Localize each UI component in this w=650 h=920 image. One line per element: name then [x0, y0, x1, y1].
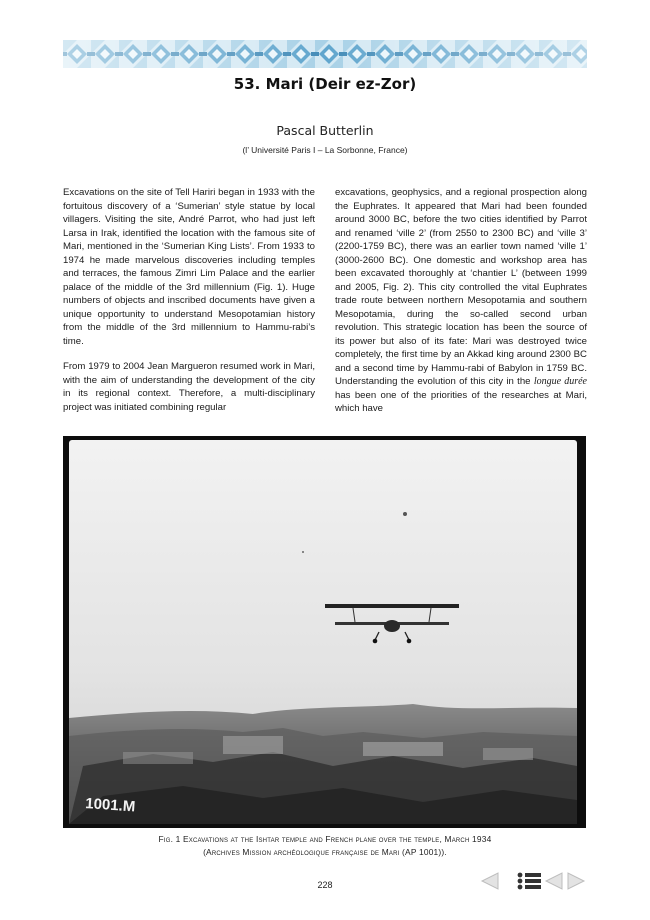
author-affiliation: (l’ Université Paris I – La Sorbonne, France) [242, 145, 408, 155]
body-column-left [63, 186, 315, 426]
figure-caption [0, 833, 650, 858]
next-page-icon[interactable] [568, 873, 584, 889]
body-column-right [335, 186, 587, 428]
plate-label: 1001.M [84, 795, 136, 816]
text-run: excavations, geophysics, and a regional prospection along the Euphrates. It appeared that Mari had been founded around 3000 BC, before the two cities identified by Parrot and renamed ‘ville 2’ (from 2550 to 2300 BC) and ‘ville 3’ (2200-1759 BC), there was an earlier town named ‘ville 1’ (3000-2600 BC). One domestic and workshop area has been excavated thoroughly at ‘chantier L’ (between 1999 and 2005, Fig. 2). This city controlled the vital Euphrates trade route between northern Mesopotamia and southern Mesopotamia, during the so-called second urban revolution. This strategic location has been the source of its power but also of its fate: Mari was destroyed twice completely, the first time by an Akkad king around 2300 BC and a second time by Hammu-rabi of Babylon in 1759 BC. Understanding the evolution of this city in the [335, 187, 587, 387]
plane-over-excavation-image [63, 436, 586, 828]
paragraph: Excavations on the site of Tell Hariri began in 1933 with the fortuitous discovery of a ‘Sumerian’ style statue by local villagers. Visiting the site, André Parrot, who had just left Larsa in Irak, identified the location with the famous site of Mari, mentioned in the ‘Sumerian King Lists’. From 1933 to 1974 he made marvelous discoveries including temples and terraces, the famous Zimri Lim Palace and the earlier palace of the middle of the 3rd millennium (Fig. 1). Huge numbers of objects and inscribed documents have given a unique opportunity to understand Mesopotamian history from the middle of the 3rd millennium to Hammu-rabi’s time. [63, 187, 315, 347]
caption-line: (Archives Mission archéologique française de Mari (AP 1001)). [203, 846, 447, 857]
page-title: 53. Mari (Deir ez-Zor) [233, 75, 417, 93]
author-name: Pascal Butterlin [276, 123, 374, 138]
header-banner [63, 40, 587, 68]
caption-line: Fig. 1 Excavations at the Ishtar temple and French plane over the temple, March 1934 [158, 834, 492, 844]
page-number: 228 [317, 880, 333, 890]
back-page-icon[interactable] [546, 873, 562, 889]
page-navigation [480, 870, 590, 892]
previous-page-icon[interactable] [482, 873, 498, 889]
text-run: has been one of the priorities of the researches at Mari, which have [335, 389, 587, 414]
figure-photograph [63, 436, 586, 828]
contents-icon[interactable] [518, 873, 541, 890]
paragraph: From 1979 to 2004 Jean Margueron resumed work in Mari, with the aim of understanding the development of the city in its regional context. Therefore, a multi-disciplinary project was initiated combining regular [63, 361, 315, 413]
banner-pattern-icon [63, 40, 587, 68]
paragraph [335, 186, 587, 416]
italic-term: longue durée [533, 376, 587, 387]
